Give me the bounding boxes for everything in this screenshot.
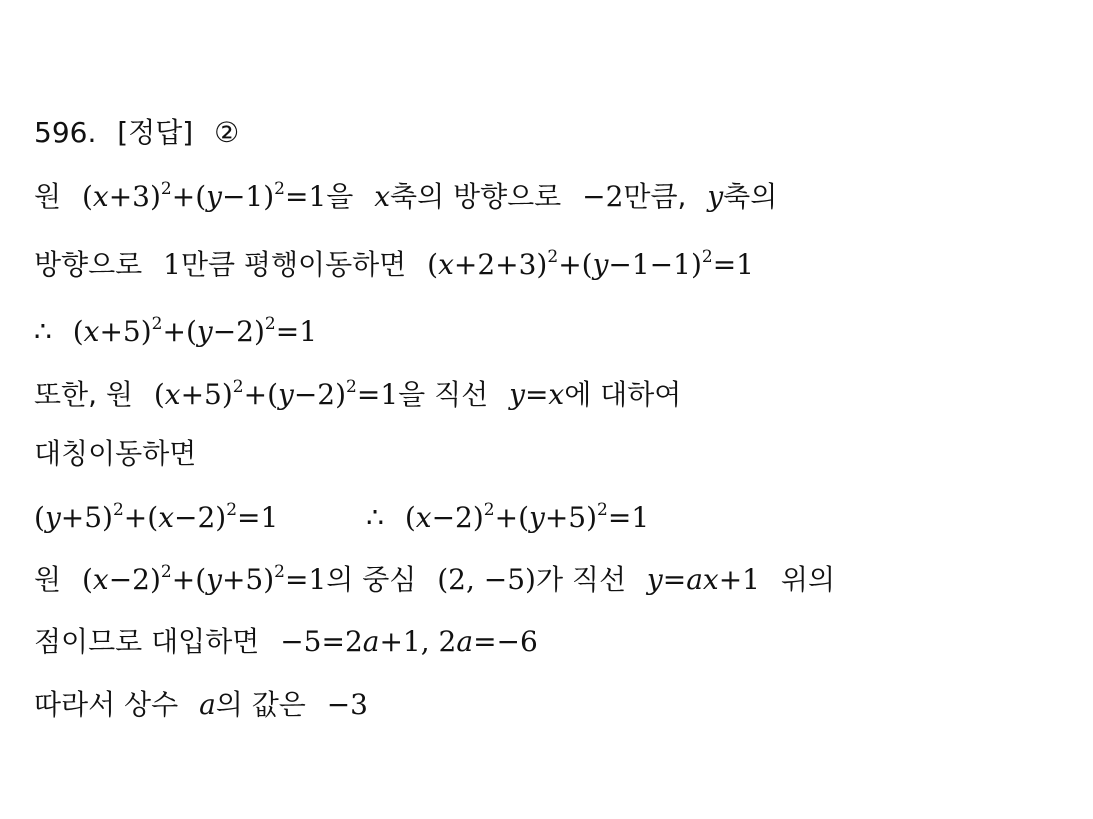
- answer-header: [34, 113, 239, 153]
- math: −2): [108, 563, 161, 596]
- math-variable: a: [456, 625, 474, 658]
- math: +(: [162, 315, 197, 348]
- math: 1: [163, 248, 181, 281]
- solution-line-9: [34, 685, 368, 725]
- math-variable: x: [548, 378, 565, 411]
- text: 만큼,: [623, 180, 687, 213]
- math-variable: y: [44, 501, 61, 534]
- exponent: 2: [274, 179, 285, 199]
- math-variable: y: [646, 563, 663, 596]
- text: 을: [326, 180, 354, 213]
- math: −1): [221, 180, 275, 213]
- math: (: [81, 563, 93, 596]
- math: +2+3): [453, 248, 548, 281]
- math: +(: [171, 563, 207, 596]
- math: +1: [718, 563, 760, 596]
- text: 축의 방향으로: [390, 180, 562, 213]
- math: −5=2: [280, 625, 363, 658]
- math: +5): [544, 501, 598, 534]
- exponent: 2: [151, 314, 163, 334]
- math: =1: [607, 501, 650, 534]
- solution-line-3: [34, 312, 317, 352]
- solution-line-7: [34, 560, 835, 600]
- solution-line-6: [34, 498, 649, 538]
- text: 원: [34, 180, 62, 213]
- math: −1−1): [608, 248, 702, 281]
- math-variable: a: [199, 688, 216, 721]
- answer-choice: ②: [214, 116, 240, 149]
- math: +(: [123, 501, 159, 534]
- math-variable: y: [529, 501, 545, 534]
- math: (: [72, 315, 84, 348]
- math: (: [34, 501, 45, 534]
- exponent: 2: [483, 500, 495, 520]
- exponent: 2: [226, 500, 238, 520]
- math-variable: y: [196, 315, 213, 348]
- exponent: 2: [264, 314, 276, 334]
- math-variable: x: [164, 378, 181, 411]
- exponent: 2: [346, 377, 357, 397]
- math-variable: x: [92, 563, 109, 596]
- math: =1: [712, 248, 754, 281]
- math: (: [81, 180, 93, 213]
- math-variable: x: [702, 563, 719, 596]
- problem-number: 596.: [34, 116, 97, 149]
- exponent: 2: [160, 562, 172, 582]
- math-variable: y: [592, 248, 609, 281]
- math: =1: [284, 180, 327, 213]
- text: 원: [34, 563, 62, 596]
- text: 의 중심: [326, 563, 417, 596]
- math: (: [153, 378, 165, 411]
- math: =: [662, 563, 687, 596]
- math-variable: y: [206, 180, 222, 213]
- math: +(: [171, 180, 207, 213]
- math-variable: a: [362, 625, 380, 658]
- answer-tag: [정답]: [117, 116, 194, 149]
- text: 점이므로 대입하면: [34, 625, 260, 658]
- text: 을 직선: [398, 378, 489, 411]
- exponent: 2: [232, 377, 244, 397]
- math: =−6: [473, 625, 538, 658]
- text: 대칭이동하면: [34, 437, 197, 470]
- math: −2): [431, 501, 484, 534]
- therefore-symbol: ∴: [366, 501, 384, 534]
- exponent: 2: [597, 500, 608, 520]
- math: (: [404, 501, 416, 534]
- text: 만큼 평행이동하면: [180, 248, 407, 281]
- math: +5): [60, 501, 113, 534]
- text: 축의: [723, 180, 778, 213]
- math: −3: [326, 688, 368, 721]
- math-variable: x: [158, 501, 174, 534]
- math-variable: y: [509, 378, 525, 411]
- text: 가 직선: [535, 563, 627, 596]
- solution-line-4: [34, 375, 681, 415]
- math: +(: [494, 501, 529, 534]
- math: +5): [99, 315, 152, 348]
- math: +5): [221, 563, 275, 596]
- math-variable: x: [374, 180, 391, 213]
- math: =1: [284, 563, 327, 596]
- text: 의 값은: [215, 688, 306, 721]
- math: −2): [212, 315, 265, 348]
- math: +3): [108, 180, 161, 213]
- solution-line-1: [34, 177, 777, 217]
- math: (: [427, 248, 439, 281]
- math: −2): [293, 378, 347, 411]
- text: 방향으로: [34, 248, 143, 281]
- text: 따라서 상수: [34, 688, 179, 721]
- exponent: 2: [701, 247, 713, 267]
- math-variable: y: [206, 563, 222, 596]
- therefore-symbol: ∴: [34, 315, 52, 348]
- math: =1: [356, 378, 399, 411]
- exponent: 2: [160, 179, 172, 199]
- math: (2, −5): [437, 563, 536, 596]
- math-variable: y: [707, 180, 724, 213]
- math-variable: a: [686, 563, 703, 596]
- exponent: 2: [547, 247, 559, 267]
- math: −2: [582, 180, 624, 213]
- text: 에 대하여: [564, 378, 682, 411]
- math: +1, 2: [379, 625, 457, 658]
- math: =: [524, 378, 549, 411]
- math-variable: y: [278, 378, 294, 411]
- math-variable: x: [415, 501, 432, 534]
- exponent: 2: [274, 562, 285, 582]
- math: +5): [180, 378, 233, 411]
- solution-line-2: [34, 245, 754, 285]
- math: +(: [243, 378, 279, 411]
- math-variable: x: [83, 315, 100, 348]
- math: −2): [173, 501, 227, 534]
- text: 위의: [780, 563, 836, 596]
- math: +(: [558, 248, 593, 281]
- math-variable: x: [92, 180, 109, 213]
- math: =1: [275, 315, 318, 348]
- solution-line-5: [34, 434, 196, 474]
- math-variable: x: [438, 248, 454, 281]
- exponent: 2: [112, 500, 124, 520]
- text: 또한, 원: [34, 378, 133, 411]
- solution-line-8: [34, 622, 538, 662]
- math: =1: [237, 501, 279, 534]
